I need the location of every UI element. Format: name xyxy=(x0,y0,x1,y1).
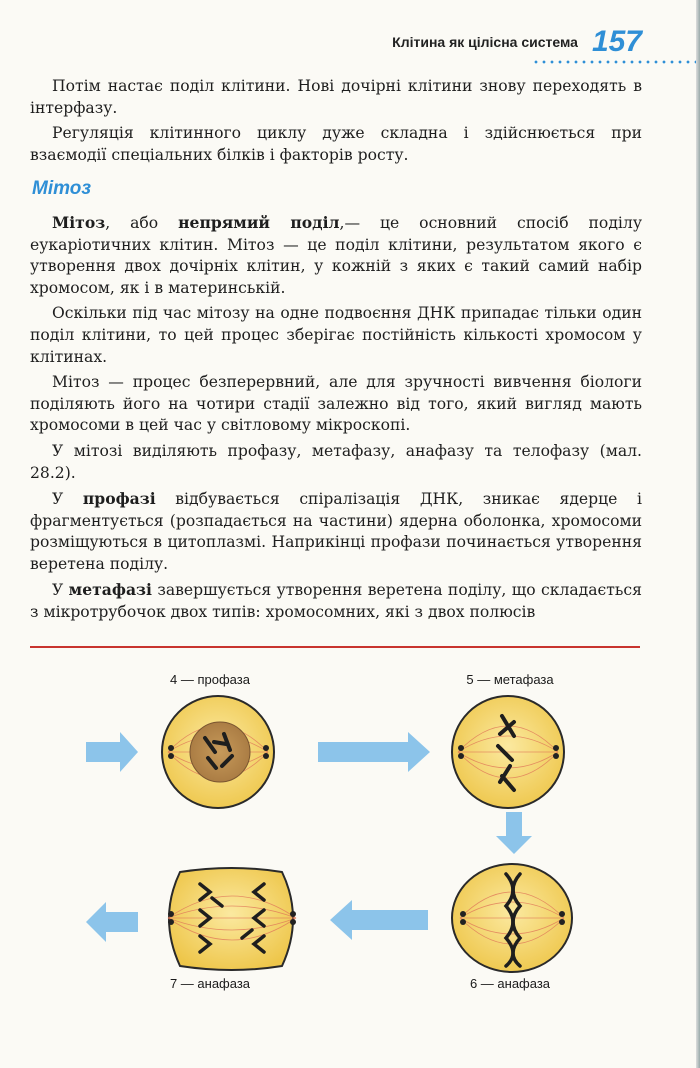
paragraph-prophase: У профазі відбувається спіралізація ДНК, зникає ядерце і фрагментується (розпадається на частини) ядерна оболонка, хромосоми розміщуються в цитоплазмі. Наприкінці профази починається утворення веретена поділу. xyxy=(30,489,642,573)
page-header xyxy=(392,22,642,62)
paragraph: Мітоз — процес безперервний, але для зручності вивчення біологи поділяють його на чотири стадії залежно від того, який вигляд мають хромосоми в цей час у світловому мікроскопі. xyxy=(30,373,642,435)
header-dotted-line xyxy=(532,60,700,64)
arrow-out-left xyxy=(86,902,138,942)
section-title: Мітоз xyxy=(32,178,92,200)
mitosis-illustration xyxy=(0,660,700,1000)
arrow-metaphase-down xyxy=(496,812,532,854)
caption-prophase: 4 — профаза xyxy=(170,672,250,687)
term-prophase: профазі xyxy=(82,489,156,509)
term-mitosis: Мітоз xyxy=(52,212,106,232)
body-text xyxy=(30,76,642,628)
arrow-prophase-to-metaphase xyxy=(318,732,430,772)
paragraph-metaphase: У метафазі завершується утворення веретена поділу, що складається з мікротрубочок двох типів: хромосомних, які з двох полюсів xyxy=(30,580,642,622)
paragraph: Потім настає поділ клітини. Нові дочірні клітини знову переходять в інтерфазу. xyxy=(30,77,642,117)
arrow-into-prophase xyxy=(86,732,138,772)
cell-metaphase xyxy=(452,696,564,808)
mitosis-figure xyxy=(0,660,700,1000)
paragraph-mitosis-definition: Мітоз, або непрямий поділ,— це основний спосіб поділу еукаріотичних клітин. Мітоз — це поділ клітини, результатом якого є утворення двох дочірніх клітин, у кожній з яких є такий самий набір хромосом, як і в материнській. xyxy=(30,212,642,297)
term-metaphase: метафазі xyxy=(68,580,152,600)
running-title: Клітина як цілісна система xyxy=(392,34,578,50)
caption-anaphase-7: 7 — анафаза xyxy=(169,976,251,991)
cell-prophase xyxy=(162,696,274,808)
paragraph: Регуляція клітинного циклу дуже складна і здійснюється при взаємодії спеціальних білків і факторів росту. xyxy=(30,124,642,164)
term-indirect-division: непрямий поділ xyxy=(178,212,340,232)
page-number: 157 xyxy=(591,25,642,58)
caption-metaphase: 5 — метафаза xyxy=(466,672,554,687)
figure-separator-rule xyxy=(30,646,640,648)
paragraph: У мітозі виділяють профазу, метафазу, анафазу та телофазу (мал. 28.2). xyxy=(30,441,642,482)
arrow-anaphase-left xyxy=(330,900,428,940)
paragraph: Оскільки під час мітозу на одне подвоєння ДНК припадає тільки один поділ клітини, то цей процес зберігає постійність кількості хромосом у клітинах. xyxy=(30,304,642,366)
cell-anaphase-6 xyxy=(452,864,572,972)
cell-anaphase-7 xyxy=(168,868,296,970)
caption-anaphase-6: 6 — анафаза xyxy=(469,976,551,991)
